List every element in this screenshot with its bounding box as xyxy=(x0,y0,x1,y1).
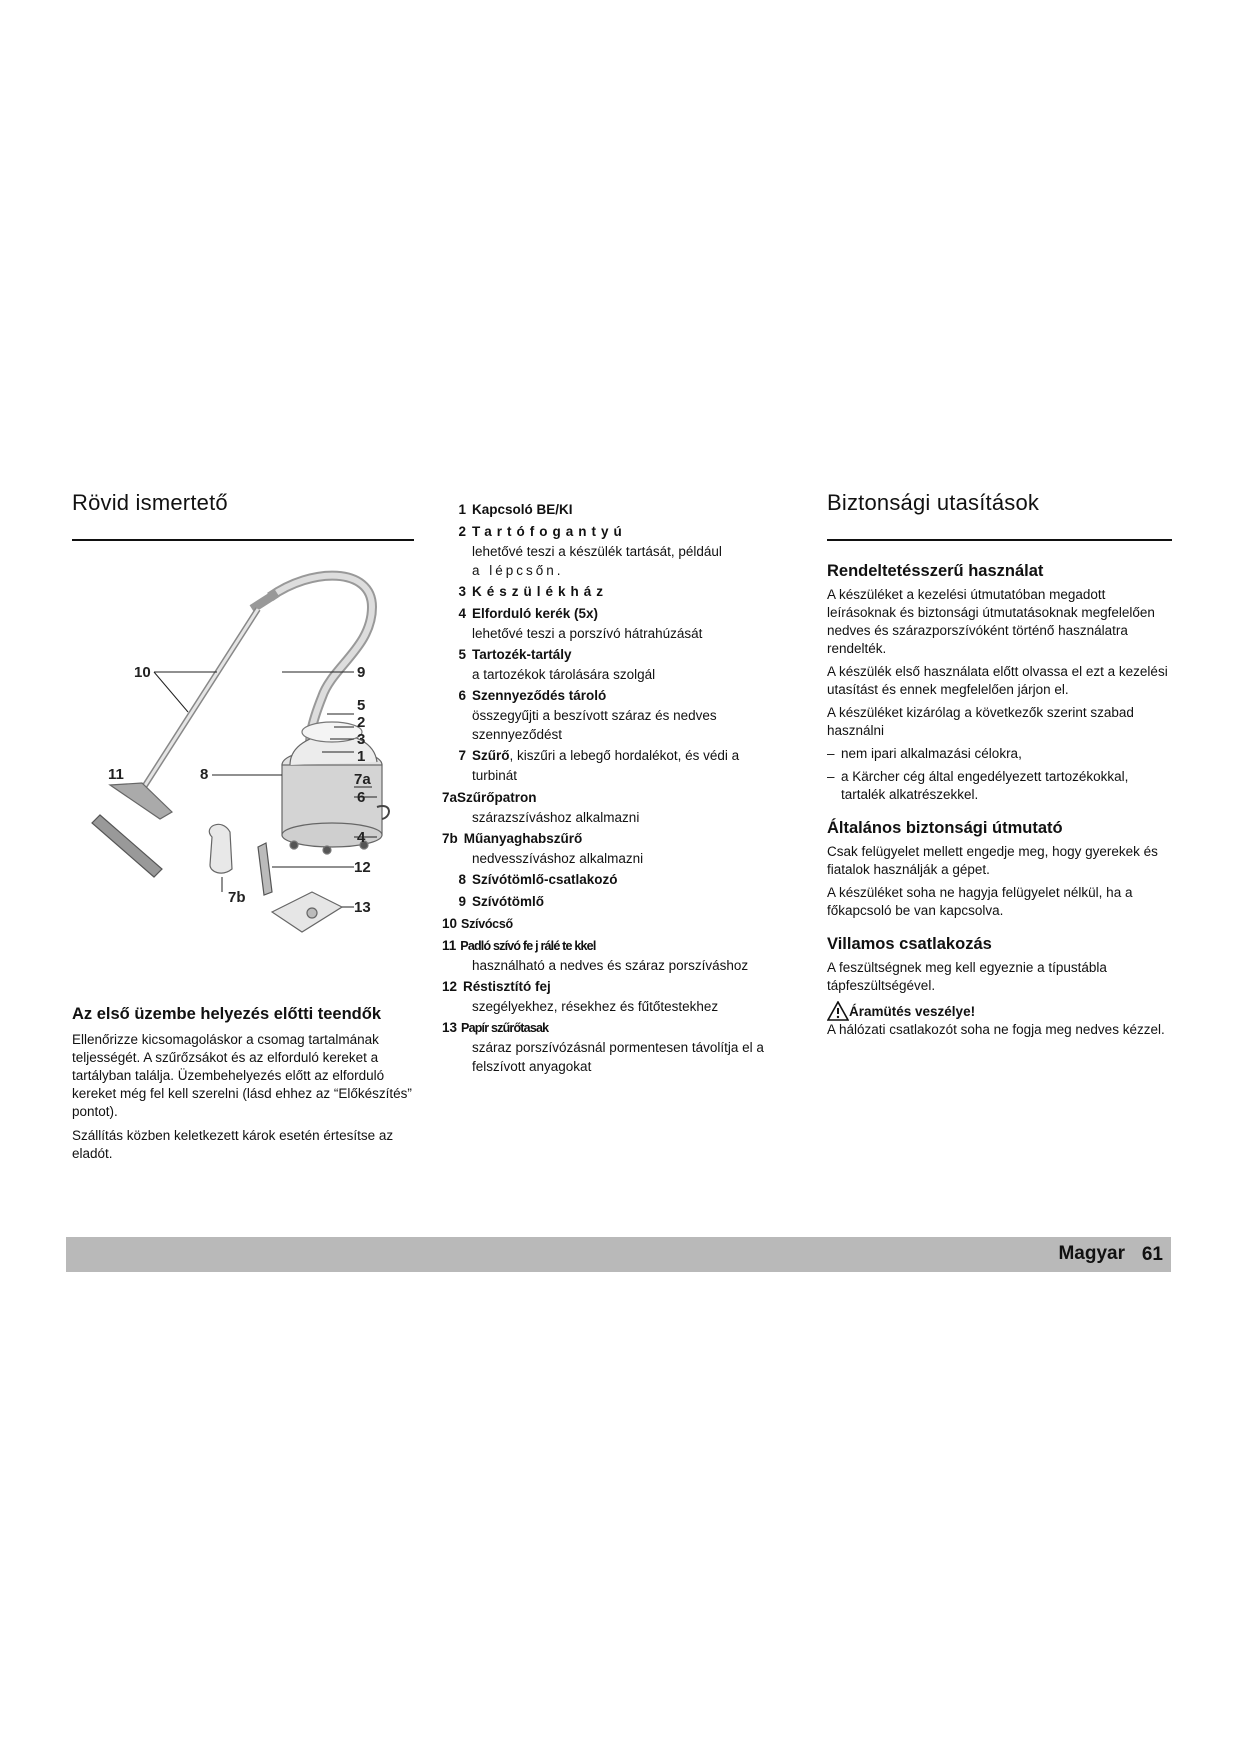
general-safety-title: Általános biztonsági útmutató xyxy=(827,819,1063,837)
figure-label-6: 6 xyxy=(357,789,366,806)
part-number: 7a xyxy=(442,790,458,805)
part-title: Szűrő xyxy=(472,748,510,763)
first-use-title: Az első üzembe helyezés előtti teendők xyxy=(72,1005,382,1023)
part-title: Szennyeződés tároló xyxy=(472,688,607,703)
figure-label-5: 5 xyxy=(357,697,366,714)
part-number: 3 xyxy=(458,584,466,599)
part-number: 9 xyxy=(458,894,466,909)
part-description: lehetővé teszi a készülék tartását, például xyxy=(472,544,722,559)
part-title: Kapcsoló BE/KI xyxy=(472,502,573,517)
figure-label-8: 8 xyxy=(200,766,209,783)
part-description: lehetővé teszi a porszívó hátrahúzását xyxy=(472,626,703,641)
section-title-safety: Biztonsági utasítások xyxy=(827,490,1040,515)
intended-use-p3: A készüléket kizárólag a következők szerint szabad használni xyxy=(827,705,1134,738)
part-6 xyxy=(442,686,772,744)
part-number: 11 xyxy=(442,938,457,953)
part-title: Réstisztító fej xyxy=(463,979,551,994)
part-4 xyxy=(442,604,772,643)
part-description: használható a nedves és száraz porszíváshoz xyxy=(472,958,749,973)
first-use-paragraph-2: Szállítás közben keletkezett károk esetén értesítse az eladót. xyxy=(72,1128,394,1161)
figure-label-13: 13 xyxy=(354,899,371,916)
right-column xyxy=(827,490,1172,1044)
figure-label-7a: 7a xyxy=(354,771,371,788)
electric-shock-warning xyxy=(827,1001,1172,1021)
first-use-paragraph-1: Ellenőrizze kicsomagoláskor a csomag tartalmának teljességét. A szűrőzsákot és az elforduló kereket a tartályban találja. Üzembehelyezés előtt az elforduló kereket még fel kell szerelni (lásd ehhez az “Előkészítés” pontot). xyxy=(72,1032,412,1119)
part-title: Szívótömlő xyxy=(472,894,545,909)
part-description: a tartozékok tárolására szolgál xyxy=(472,667,656,682)
part-number: 8 xyxy=(458,872,466,887)
part-description: szárazszíváshoz alkalmazni xyxy=(472,810,640,825)
figure-label-4: 4 xyxy=(357,829,366,846)
title-rule xyxy=(827,539,1172,541)
part-title: Tartozék-tartály xyxy=(472,647,572,662)
bullet-text: a Kärcher cég által engedélyezett tartozékokkal, tartalék alkatrészekkel. xyxy=(841,769,1129,802)
intended-use-title: Rendeltetésszerű használat xyxy=(827,562,1044,580)
left-column xyxy=(72,490,414,1169)
part-7b xyxy=(442,829,772,868)
part-description: összegyűjti a beszívott száraz és nedves szennyeződést xyxy=(472,708,717,742)
footer-language: Magyar xyxy=(1058,1243,1125,1264)
part-title: Padló szívó fe j rálé te kkel xyxy=(460,939,596,953)
page-number: 61 xyxy=(1141,1244,1163,1265)
figure-label-12: 12 xyxy=(354,859,371,876)
part-9 xyxy=(442,892,772,912)
part-number: 10 xyxy=(442,916,458,931)
part-title: Szívócső xyxy=(461,917,513,931)
part-7 xyxy=(442,746,772,786)
figure-label-2: 2 xyxy=(357,714,366,731)
part-number: 13 xyxy=(442,1020,458,1035)
part-description: , kiszűri a lebegő hordalékot, és védi a turbinát xyxy=(472,748,740,783)
part-title: Szűrőpatron xyxy=(457,790,537,805)
section-title-short-description: Rövid ismertető xyxy=(72,490,228,515)
part-11 xyxy=(442,936,772,975)
first-use-section xyxy=(72,1004,414,1163)
general-safety-p1: Csak felügyelet mellett engedje meg, hogy gyerekek és fiatalok használják a gépet. xyxy=(827,844,1158,877)
part-title: Papír szűrőtasak xyxy=(461,1021,549,1035)
part-description-cont: a lépcsőn. xyxy=(472,563,564,578)
part-7a xyxy=(442,788,772,827)
figure-label-9: 9 xyxy=(357,664,366,681)
part-3 xyxy=(442,582,772,602)
part-number: 12 xyxy=(442,979,458,994)
electrical-connection-p1: A feszültségnek meg kell egyeznie a típustábla tápfeszültségével. xyxy=(827,960,1107,993)
part-description: száraz porszívózásnál pormentesen távolítja el a felszívott anyagokat xyxy=(472,1040,764,1074)
part-number: 1 xyxy=(458,502,466,517)
footer-bar xyxy=(66,1237,1171,1272)
part-number: 6 xyxy=(458,688,466,703)
part-8 xyxy=(442,870,772,890)
part-10 xyxy=(442,914,772,934)
figure-label-1: 1 xyxy=(357,748,366,765)
part-title: Szívótömlő-csatlakozó xyxy=(472,872,618,887)
part-number: 7b xyxy=(442,831,458,846)
warning-triangle-icon xyxy=(827,1001,849,1021)
electrical-connection-title: Villamos csatlakozás xyxy=(827,935,992,953)
part-number: 5 xyxy=(458,647,466,662)
part-title: Elforduló kerék (5x) xyxy=(472,606,599,621)
part-title: Tartófogantyú xyxy=(472,524,627,539)
part-title: Készülékház xyxy=(472,584,609,599)
title-rule xyxy=(72,539,414,541)
part-12 xyxy=(442,977,772,1016)
general-safety-p2: A készüléket soha ne hagyja felügyelet nélkül, ha a főkapcsoló be van kapcsolva. xyxy=(827,885,1133,918)
intended-use-p1: A készüléket a kezelési útmutatóban megadott leírásoknak és biztonsági útmutatásoknak megfelelően nedves és szárazporszívóként történő használatra rendelték. xyxy=(827,587,1155,656)
part-13 xyxy=(442,1018,772,1076)
parts-list xyxy=(442,500,772,1078)
part-1 xyxy=(442,500,772,520)
figure-label-10: 10 xyxy=(134,664,151,681)
bullet-item: – a Kärcher cég által engedélyezett tartozékokkal, tartalék alkatrészekkel. xyxy=(827,768,1172,804)
part-2 xyxy=(442,522,772,580)
figure-label-3: 3 xyxy=(357,731,366,748)
part-number: 2 xyxy=(458,524,466,539)
part-title: Műanyaghabszűrő xyxy=(463,831,583,846)
part-description: szegélyekhez, résekhez és fűtőtestekhez xyxy=(472,999,719,1014)
part-number: 7 xyxy=(458,748,466,763)
intended-use-p2: A készülék első használata előtt olvassa el ezt a kezelési utasítást és ennek megfelelően járjon el. xyxy=(827,664,1168,697)
warning-text: A hálózati csatlakozót soha ne fogja meg nedves kézzel. xyxy=(827,1022,1165,1037)
part-description: nedvesszíváshoz alkalmazni xyxy=(472,851,644,866)
part-number: 4 xyxy=(458,606,466,621)
vacuum-cleaner-illustration xyxy=(72,547,414,977)
warning-title: Áramütés veszélye! xyxy=(849,1004,976,1019)
bullet-text: nem ipari alkalmazási célokra, xyxy=(841,746,1022,761)
figure-label-11: 11 xyxy=(108,766,124,783)
bullet-item: – nem ipari alkalmazási célokra, xyxy=(827,746,1022,761)
figure-label-7b: 7b xyxy=(228,889,246,906)
part-5 xyxy=(442,645,772,684)
